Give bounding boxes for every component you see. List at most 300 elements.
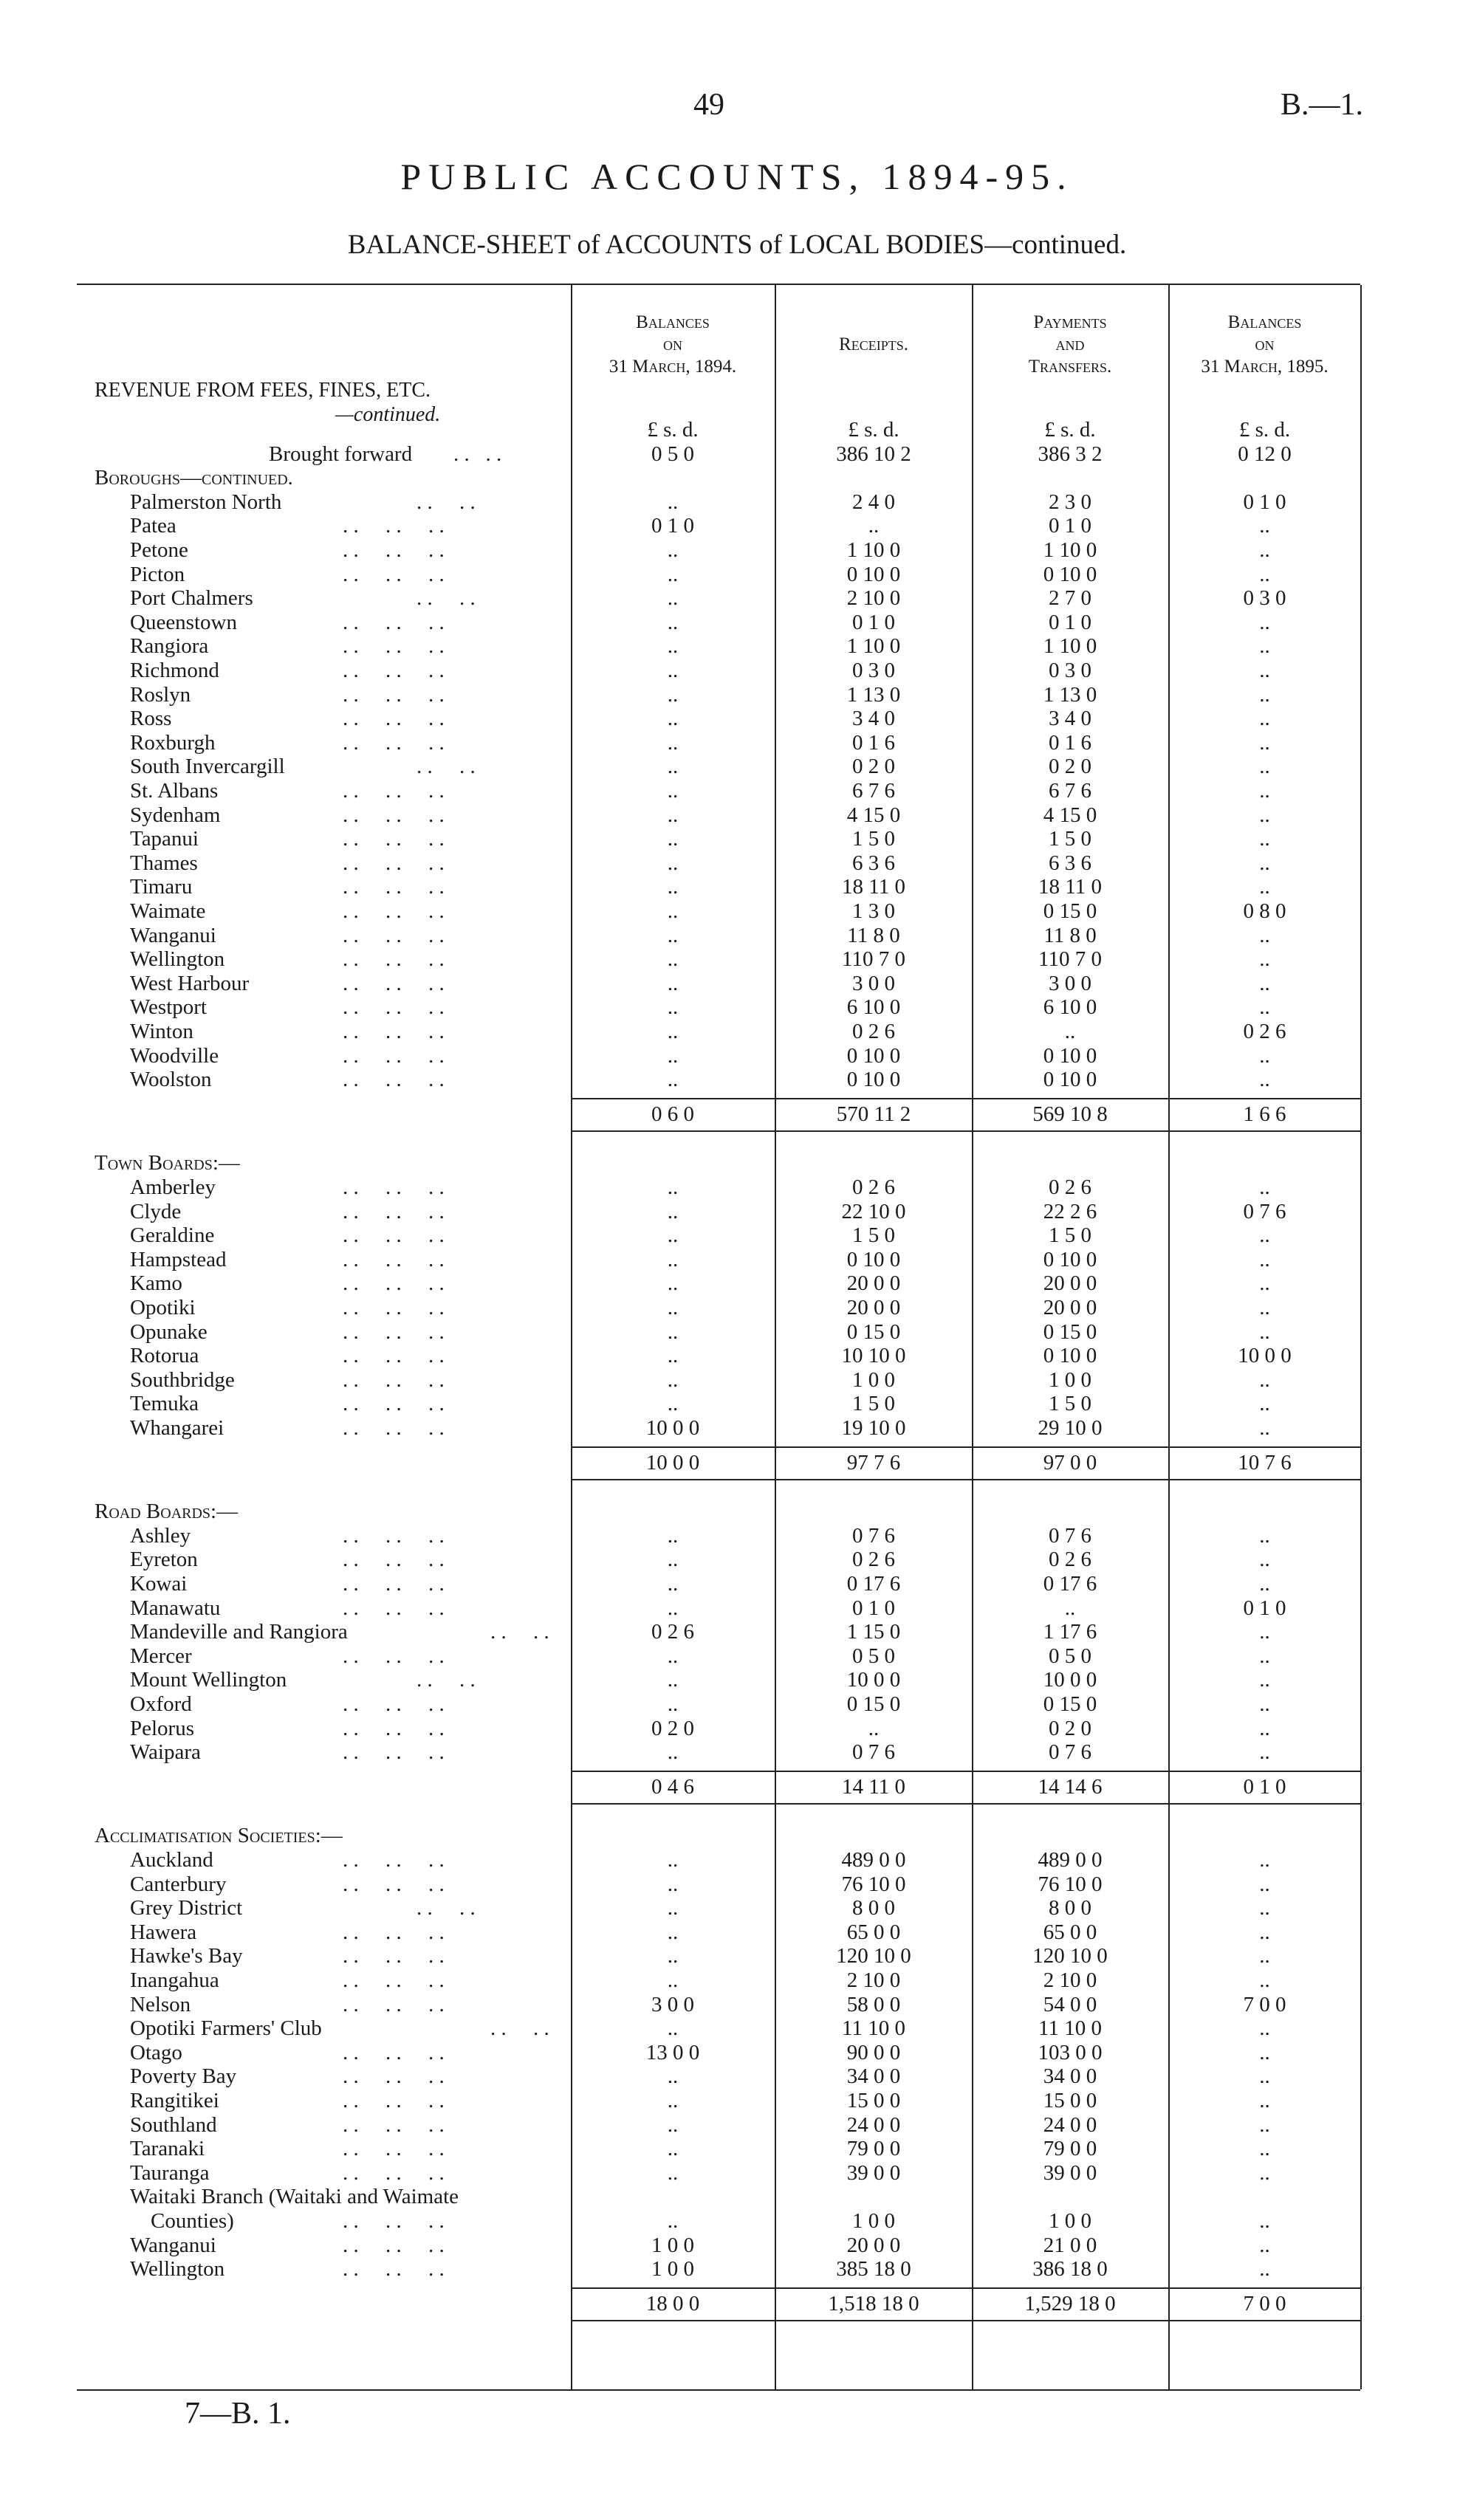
table-cell: .. bbox=[1259, 2233, 1270, 2257]
table-row-name: Waipara bbox=[130, 1740, 201, 1765]
table-cell: .. bbox=[667, 1523, 679, 1548]
table-cell: 1 10 0 bbox=[1043, 634, 1097, 659]
table-row-name: Mandeville and Rangiora bbox=[130, 1620, 348, 1644]
section-total: 10 7 6 bbox=[1238, 1450, 1292, 1474]
table-cell: .. bbox=[1259, 2137, 1270, 2161]
column-header-line: 31 March, 1894. bbox=[609, 357, 737, 377]
column-header-line: on bbox=[1255, 334, 1275, 354]
table-cell: .. bbox=[1259, 1319, 1270, 1344]
table-cell: 21 0 0 bbox=[1043, 2233, 1097, 2257]
leader-dots: . . . . . . bbox=[343, 2064, 445, 2089]
leader-dots: . . . . . . bbox=[343, 1848, 445, 1872]
table-cell: 0 10 0 bbox=[1043, 1043, 1097, 1068]
leader-dots: . . . . . . bbox=[343, 562, 445, 586]
table-cell: 1 0 0 bbox=[651, 2233, 694, 2257]
leader-dots: . . . . . . bbox=[343, 1199, 445, 1223]
column-divider bbox=[1360, 285, 1362, 2389]
table-cell: 8 0 0 bbox=[1049, 1896, 1091, 1920]
leader-dots: . . . . . . bbox=[343, 1296, 445, 1319]
table-cell: .. bbox=[667, 2064, 679, 2089]
table-cell: 4 15 0 bbox=[846, 803, 901, 827]
table-cell: .. bbox=[1259, 1740, 1270, 1765]
leader-dots: . . . . bbox=[417, 586, 476, 611]
table-cell: 0 10 0 bbox=[846, 1247, 901, 1271]
table-cell: 0 10 0 bbox=[846, 1043, 901, 1068]
table-cell: 39 0 0 bbox=[1043, 2160, 1097, 2185]
table-cell: 0 2 6 bbox=[1049, 1175, 1091, 1199]
table-cell: 386 18 0 bbox=[1032, 2257, 1108, 2282]
table-cell: 0 2 6 bbox=[852, 1175, 895, 1199]
table-cell: .. bbox=[667, 755, 679, 779]
table-cell: .. bbox=[1259, 1572, 1270, 1596]
leader-dots: . . . . . . bbox=[343, 803, 445, 827]
leader-dots: . . . . . . bbox=[343, 538, 445, 562]
table-cell: 0 1 6 bbox=[852, 730, 895, 755]
leader-dots: . . . . . . bbox=[343, 1020, 445, 1043]
table-row-name: Counties) bbox=[151, 2209, 234, 2233]
table-body bbox=[77, 285, 1360, 2389]
table-cell: 79 0 0 bbox=[1043, 2137, 1097, 2161]
table-cell: 0 15 0 bbox=[1043, 1319, 1097, 1344]
leader-dots: . . . . . . bbox=[343, 1716, 445, 1740]
table-cell: 24 0 0 bbox=[1043, 2112, 1097, 2137]
section-total: 1 6 6 bbox=[1243, 1102, 1286, 1126]
table-cell: .. bbox=[667, 1068, 679, 1092]
column-header-line: and bbox=[1055, 334, 1085, 354]
document-reference: B.—1. bbox=[1280, 88, 1363, 122]
leader-dots: . . . . . . bbox=[343, 1068, 445, 1092]
section-total: 7 0 0 bbox=[1243, 2291, 1286, 2315]
table-cell: .. bbox=[1259, 803, 1270, 827]
table-cell: .. bbox=[1259, 875, 1270, 899]
leader-dots: . . . . . . bbox=[343, 1247, 445, 1271]
table-cell: 0 1 6 bbox=[1049, 730, 1091, 755]
table-cell: .. bbox=[1259, 2257, 1270, 2282]
table-cell: 29 10 0 bbox=[1038, 1416, 1103, 1440]
table-row-name: Kamo bbox=[130, 1271, 182, 1296]
table-cell: .. bbox=[1259, 1296, 1270, 1319]
leader-dots: . . . . . . bbox=[343, 1344, 445, 1368]
table-row-name: West Harbour bbox=[130, 971, 250, 995]
section-total: 1,518 18 0 bbox=[828, 2291, 919, 2315]
table-cell: 489 0 0 bbox=[841, 1848, 906, 1872]
table-cell: .. bbox=[667, 2160, 679, 2185]
table-cell: 6 7 6 bbox=[852, 779, 895, 803]
table-cell: .. bbox=[1259, 1644, 1270, 1668]
table-cell: 20 0 0 bbox=[1043, 1296, 1097, 1319]
row-rule bbox=[571, 1130, 1360, 1132]
table-row-name: Hampstead bbox=[130, 1247, 227, 1271]
table-cell: 58 0 0 bbox=[846, 1992, 901, 2016]
table-cell: 385 18 0 bbox=[836, 2257, 911, 2282]
table-cell: .. bbox=[667, 1392, 679, 1416]
table-cell: 90 0 0 bbox=[846, 2040, 901, 2064]
table-cell: 0 1 0 bbox=[852, 610, 895, 634]
section-title: Town Boards:— bbox=[95, 1151, 240, 1175]
table-cell: 3 0 0 bbox=[1049, 971, 1091, 995]
table-row-name: Temuka bbox=[130, 1392, 199, 1416]
table-cell: 0 2 6 bbox=[852, 1020, 895, 1043]
table-cell: .. bbox=[667, 2016, 679, 2041]
page-title: PUBLIC ACCOUNTS, 1894-95. bbox=[400, 156, 1074, 197]
table-cell: 20 0 0 bbox=[846, 1271, 901, 1296]
table-cell: .. bbox=[1259, 1068, 1270, 1092]
section-total: 570 11 2 bbox=[836, 1102, 911, 1126]
table-cell: 0 10 0 bbox=[1043, 1068, 1097, 1092]
table-row-name: Tapanui bbox=[130, 827, 199, 851]
table-cell: .. bbox=[1259, 514, 1270, 538]
table-row-name: Poverty Bay bbox=[130, 2064, 237, 2089]
table-cell: .. bbox=[1259, 1692, 1270, 1716]
page-number: 49 bbox=[693, 88, 724, 122]
row-rule bbox=[571, 1803, 1360, 1805]
table-cell: .. bbox=[1259, 707, 1270, 731]
column-header-line: Balances bbox=[1227, 312, 1302, 332]
table-cell: 0 17 6 bbox=[846, 1572, 901, 1596]
table-cell: 39 0 0 bbox=[846, 2160, 901, 2185]
table-cell: 15 0 0 bbox=[846, 2089, 901, 2112]
table-cell: .. bbox=[1259, 1944, 1270, 1968]
table-cell: 13 0 0 bbox=[645, 2040, 700, 2064]
table-cell: 11 10 0 bbox=[1038, 2016, 1102, 2041]
table-row-name: Amberley bbox=[130, 1175, 216, 1199]
table-cell: 11 8 0 bbox=[1043, 923, 1097, 947]
table-cell: 1 0 0 bbox=[852, 2209, 895, 2233]
table-cell: .. bbox=[1064, 1020, 1076, 1043]
table-cell: .. bbox=[868, 514, 880, 538]
table-cell: 0 17 6 bbox=[1043, 1572, 1097, 1596]
table-row-name: Patea bbox=[130, 514, 176, 538]
table-cell: .. bbox=[1259, 2040, 1270, 2064]
table-cell: .. bbox=[667, 1319, 679, 1344]
table-row-name: Southbridge bbox=[130, 1367, 235, 1392]
table-cell: 1 17 6 bbox=[1043, 1620, 1097, 1644]
table-cell: .. bbox=[667, 1968, 679, 1992]
leader-dots: . . . . . . bbox=[343, 1944, 445, 1968]
table-cell: .. bbox=[667, 707, 679, 731]
table-cell: .. bbox=[667, 2137, 679, 2161]
table-row-name: Ashley bbox=[130, 1523, 191, 1548]
section-title: Acclimatisation Societies:— bbox=[95, 1824, 343, 1848]
table-cell: .. bbox=[667, 923, 679, 947]
table-cell: 0 15 0 bbox=[846, 1692, 901, 1716]
leader-dots: . . . . bbox=[417, 1896, 476, 1920]
table-row-name: Sydenham bbox=[130, 803, 221, 827]
table-cell: .. bbox=[1259, 1872, 1270, 1896]
table-cell: .. bbox=[667, 1944, 679, 1968]
table-cell: 6 3 6 bbox=[852, 851, 895, 875]
table-cell: .. bbox=[667, 1223, 679, 1248]
table-cell: .. bbox=[667, 995, 679, 1020]
table-cell: .. bbox=[667, 1572, 679, 1596]
table-cell: 19 10 0 bbox=[841, 1416, 906, 1440]
leader-dots: . . . . . . bbox=[343, 707, 445, 731]
leader-dots: . . . . . . bbox=[343, 659, 445, 682]
table-cell: 0 5 0 bbox=[1049, 1644, 1091, 1668]
section-total: 97 0 0 bbox=[1043, 1450, 1097, 1474]
leader-dots: . . . . . . bbox=[343, 1572, 445, 1596]
table-cell: .. bbox=[1259, 755, 1270, 779]
table-cell: .. bbox=[667, 947, 679, 972]
table-cell: 120 10 0 bbox=[836, 1944, 911, 1968]
table-cell: .. bbox=[1259, 1367, 1270, 1392]
table-cell: 0 1 0 bbox=[852, 1596, 895, 1620]
table-cell: .. bbox=[667, 1175, 679, 1199]
table-row-name: Mercer bbox=[130, 1644, 192, 1668]
table-cell: 0 7 6 bbox=[852, 1523, 895, 1548]
table-row-name: Rangitikei bbox=[130, 2089, 219, 2112]
table-row-name: Rotorua bbox=[130, 1344, 199, 1368]
table-row-name: Southland bbox=[130, 2112, 217, 2137]
leader-dots: . . . . . . bbox=[343, 2040, 445, 2064]
table-cell: .. bbox=[667, 634, 679, 659]
table-cell: 7 0 0 bbox=[1243, 1992, 1286, 2016]
table-cell: .. bbox=[1259, 995, 1270, 1020]
table-cell: .. bbox=[1259, 1175, 1270, 1199]
table-cell: 1 0 0 bbox=[852, 1367, 895, 1392]
table-cell: 3 4 0 bbox=[852, 707, 895, 731]
leader-dots: . . . . . . bbox=[343, 1968, 445, 1992]
leader-dots: . . . . bbox=[453, 442, 502, 466]
table-row-name: Petone bbox=[130, 538, 188, 562]
table-cell: 1 0 0 bbox=[1049, 2209, 1091, 2233]
section-total: 18 0 0 bbox=[645, 2291, 700, 2315]
table-cell: 34 0 0 bbox=[846, 2064, 901, 2089]
table-cell: 10 0 0 bbox=[1043, 1668, 1097, 1692]
table-cell: 0 15 0 bbox=[1043, 1692, 1097, 1716]
table-cell: .. bbox=[667, 730, 679, 755]
table-cell: 1 10 0 bbox=[1043, 538, 1097, 562]
table-cell: .. bbox=[1259, 610, 1270, 634]
table-cell: 8 0 0 bbox=[852, 1896, 895, 1920]
table-row-name: Wanganui bbox=[130, 923, 216, 947]
table-cell: 0 2 6 bbox=[852, 1548, 895, 1572]
table-cell: .. bbox=[667, 2112, 679, 2137]
table-row-name: Manawatu bbox=[130, 1596, 221, 1620]
table-row-name: Grey District bbox=[130, 1896, 243, 1920]
section-total: 1,529 18 0 bbox=[1024, 2291, 1116, 2315]
table-cell: 11 8 0 bbox=[847, 923, 900, 947]
table-cell: .. bbox=[667, 2089, 679, 2112]
table-cell: .. bbox=[1259, 2160, 1270, 2185]
table-cell: .. bbox=[667, 1920, 679, 1944]
table-cell: 0 7 6 bbox=[1049, 1523, 1091, 1548]
leader-dots: . . . . . . bbox=[343, 899, 445, 923]
left-header: REVENUE FROM FEES, FINES, ETC. bbox=[95, 379, 431, 402]
table-cell: .. bbox=[1259, 1223, 1270, 1248]
leader-dots: . . . . . . bbox=[343, 1223, 445, 1248]
leader-dots: . . . . bbox=[417, 490, 476, 514]
table-cell: 489 0 0 bbox=[1038, 1848, 1103, 1872]
table-cell: .. bbox=[1259, 971, 1270, 995]
table-cell: .. bbox=[667, 1199, 679, 1223]
table-cell: .. bbox=[1259, 2112, 1270, 2137]
table-cell: .. bbox=[667, 851, 679, 875]
row-rule bbox=[571, 1098, 1360, 1099]
table-cell: 0 2 0 bbox=[651, 1716, 694, 1740]
table-cell: .. bbox=[667, 2209, 679, 2233]
table-cell: .. bbox=[667, 875, 679, 899]
table-cell: 0 7 6 bbox=[1049, 1740, 1091, 1765]
table-cell: 0 2 6 bbox=[651, 1620, 694, 1644]
table-cell: .. bbox=[667, 1848, 679, 1872]
brought-forward-value: 0 12 0 bbox=[1238, 442, 1292, 466]
table-cell: 110 7 0 bbox=[842, 947, 905, 972]
table-cell: .. bbox=[667, 586, 679, 611]
leader-dots: . . . . . . bbox=[343, 827, 445, 851]
table-cell: .. bbox=[667, 490, 679, 514]
left-header-continued: —continued. bbox=[335, 403, 441, 426]
leader-dots: . . . . . . bbox=[343, 779, 445, 803]
table-row-name: Winton bbox=[130, 1020, 193, 1043]
table-row-name: Whangarei bbox=[130, 1416, 224, 1440]
table-row-name: Waimate bbox=[130, 899, 206, 923]
leader-dots: . . . . . . bbox=[343, 875, 445, 899]
table-cell: 110 7 0 bbox=[1038, 947, 1102, 972]
table-cell: 0 15 0 bbox=[846, 1319, 901, 1344]
table-cell: .. bbox=[1259, 827, 1270, 851]
table-cell: 1 3 0 bbox=[852, 899, 895, 923]
table-cell: 10 0 0 bbox=[846, 1668, 901, 1692]
table-cell: .. bbox=[1259, 730, 1270, 755]
table-cell: 1 13 0 bbox=[1043, 682, 1097, 707]
table-cell: 0 1 0 bbox=[1243, 490, 1286, 514]
table-cell: .. bbox=[667, 899, 679, 923]
table-cell: .. bbox=[1259, 1548, 1270, 1572]
table-cell: 1 5 0 bbox=[1049, 1392, 1091, 1416]
table-row-name: Mount Wellington bbox=[130, 1668, 287, 1692]
table-cell: 0 15 0 bbox=[1043, 899, 1097, 923]
table-cell: 1 15 0 bbox=[846, 1620, 901, 1644]
table-row-name: Wanganui bbox=[130, 2233, 216, 2257]
leader-dots: . . . . . . bbox=[343, 971, 445, 995]
leader-dots: . . . . . . bbox=[343, 923, 445, 947]
table-row-name: Richmond bbox=[130, 659, 219, 682]
leader-dots: . . . . . . bbox=[343, 730, 445, 755]
leader-dots: . . . . . . bbox=[343, 1644, 445, 1668]
table-cell: 0 1 0 bbox=[1049, 514, 1091, 538]
table-cell: .. bbox=[667, 827, 679, 851]
row-rule bbox=[571, 1771, 1360, 1772]
table-cell: .. bbox=[1064, 1596, 1076, 1620]
table-cell: .. bbox=[1259, 1523, 1270, 1548]
table-cell: 0 10 0 bbox=[1043, 562, 1097, 586]
table-row-name: Palmerston North bbox=[130, 490, 282, 514]
leader-dots: . . . . . . bbox=[343, 1392, 445, 1416]
table-cell: 0 3 0 bbox=[1243, 586, 1286, 611]
section-title: Road Boards:— bbox=[95, 1500, 239, 1524]
table-cell: .. bbox=[667, 1020, 679, 1043]
table-row-name: Opunake bbox=[130, 1319, 208, 1344]
table-cell: .. bbox=[1259, 1896, 1270, 1920]
table-cell: 76 10 0 bbox=[1038, 1872, 1103, 1896]
table-cell: 10 0 0 bbox=[1238, 1344, 1292, 1368]
section-total: 14 11 0 bbox=[842, 1774, 905, 1799]
table-cell: 15 0 0 bbox=[1043, 2089, 1097, 2112]
table-row-name: Hawera bbox=[130, 1920, 197, 1944]
table-cell: .. bbox=[1259, 947, 1270, 972]
leader-dots: . . . . . . bbox=[343, 2233, 445, 2257]
column-header-line: Balances bbox=[636, 312, 710, 332]
leader-dots: . . . . . . bbox=[343, 2257, 445, 2282]
table-cell: .. bbox=[667, 1247, 679, 1271]
leader-dots: . . . . bbox=[417, 1668, 476, 1692]
table-cell: 6 3 6 bbox=[1049, 851, 1091, 875]
table-cell: .. bbox=[1259, 538, 1270, 562]
table-cell: 0 2 6 bbox=[1049, 1548, 1091, 1572]
leader-dots: . . . . . . bbox=[343, 2137, 445, 2161]
table-cell: .. bbox=[667, 1872, 679, 1896]
table-cell: .. bbox=[1259, 634, 1270, 659]
leader-dots: . . . . . . bbox=[343, 1416, 445, 1440]
table-cell: 18 11 0 bbox=[842, 875, 905, 899]
table-cell: 1 10 0 bbox=[846, 538, 901, 562]
table-cell: 0 3 0 bbox=[852, 659, 895, 682]
table-cell: 0 5 0 bbox=[852, 1644, 895, 1668]
table-cell: .. bbox=[667, 1043, 679, 1068]
leader-dots: . . . . . . bbox=[343, 995, 445, 1020]
table-cell: 3 0 0 bbox=[852, 971, 895, 995]
leader-dots: . . . . . . bbox=[343, 2089, 445, 2112]
table-cell: 0 10 0 bbox=[1043, 1247, 1097, 1271]
table-row-name: Tauranga bbox=[130, 2160, 210, 2185]
table-cell: 2 4 0 bbox=[852, 490, 895, 514]
table-cell: 1 5 0 bbox=[1049, 827, 1091, 851]
leader-dots: . . . . . . bbox=[343, 1740, 445, 1765]
table-row-name: Auckland bbox=[130, 1848, 213, 1872]
table-cell: 0 2 0 bbox=[852, 755, 895, 779]
table-row-name: Opotiki bbox=[130, 1296, 196, 1319]
table-cell: .. bbox=[1259, 1716, 1270, 1740]
leader-dots: . . . . . . bbox=[343, 1367, 445, 1392]
table-cell: 2 7 0 bbox=[1049, 586, 1091, 611]
table-cell: 1 0 0 bbox=[651, 2257, 694, 2282]
table-cell: 0 10 0 bbox=[1043, 1344, 1097, 1368]
table-cell: 3 4 0 bbox=[1049, 707, 1091, 731]
leader-dots: . . . . bbox=[490, 2016, 549, 2041]
table-cell: .. bbox=[1259, 682, 1270, 707]
table-cell: 10 0 0 bbox=[645, 1416, 700, 1440]
table-cell: 20 0 0 bbox=[1043, 1271, 1097, 1296]
table-cell: .. bbox=[1259, 1920, 1270, 1944]
table-cell: .. bbox=[667, 1548, 679, 1572]
table-row-name: Otago bbox=[130, 2040, 182, 2064]
table-cell: 20 0 0 bbox=[846, 2233, 901, 2257]
page-subtitle: BALANCE-SHEET of ACCOUNTS of LOCAL BODIES—continued. bbox=[347, 230, 1127, 260]
table-cell: .. bbox=[667, 1896, 679, 1920]
table-cell: 18 11 0 bbox=[1038, 875, 1102, 899]
table-cell: .. bbox=[1259, 562, 1270, 586]
section-total: 0 1 0 bbox=[1243, 1774, 1286, 1799]
section-total: 0 4 6 bbox=[651, 1774, 694, 1799]
leader-dots: . . . . . . bbox=[343, 1271, 445, 1296]
table-cell: 0 7 6 bbox=[1243, 1199, 1286, 1223]
table-row-name: Roslyn bbox=[130, 682, 191, 707]
row-rule bbox=[571, 2320, 1360, 2321]
table-cell: 103 0 0 bbox=[1038, 2040, 1103, 2064]
table-cell: .. bbox=[1259, 659, 1270, 682]
table-cell: 2 10 0 bbox=[846, 1968, 901, 1992]
table-cell: 65 0 0 bbox=[846, 1920, 901, 1944]
table-cell: 0 10 0 bbox=[846, 562, 901, 586]
section-total: 0 6 0 bbox=[651, 1102, 694, 1126]
table-cell: 10 10 0 bbox=[841, 1344, 906, 1368]
column-header-line: 31 March, 1895. bbox=[1201, 357, 1329, 377]
brought-forward-value: 386 10 2 bbox=[836, 442, 911, 466]
table-cell: 0 3 0 bbox=[1049, 659, 1091, 682]
leader-dots: . . . . . . bbox=[343, 1523, 445, 1548]
leader-dots: . . . . . . bbox=[343, 1992, 445, 2016]
